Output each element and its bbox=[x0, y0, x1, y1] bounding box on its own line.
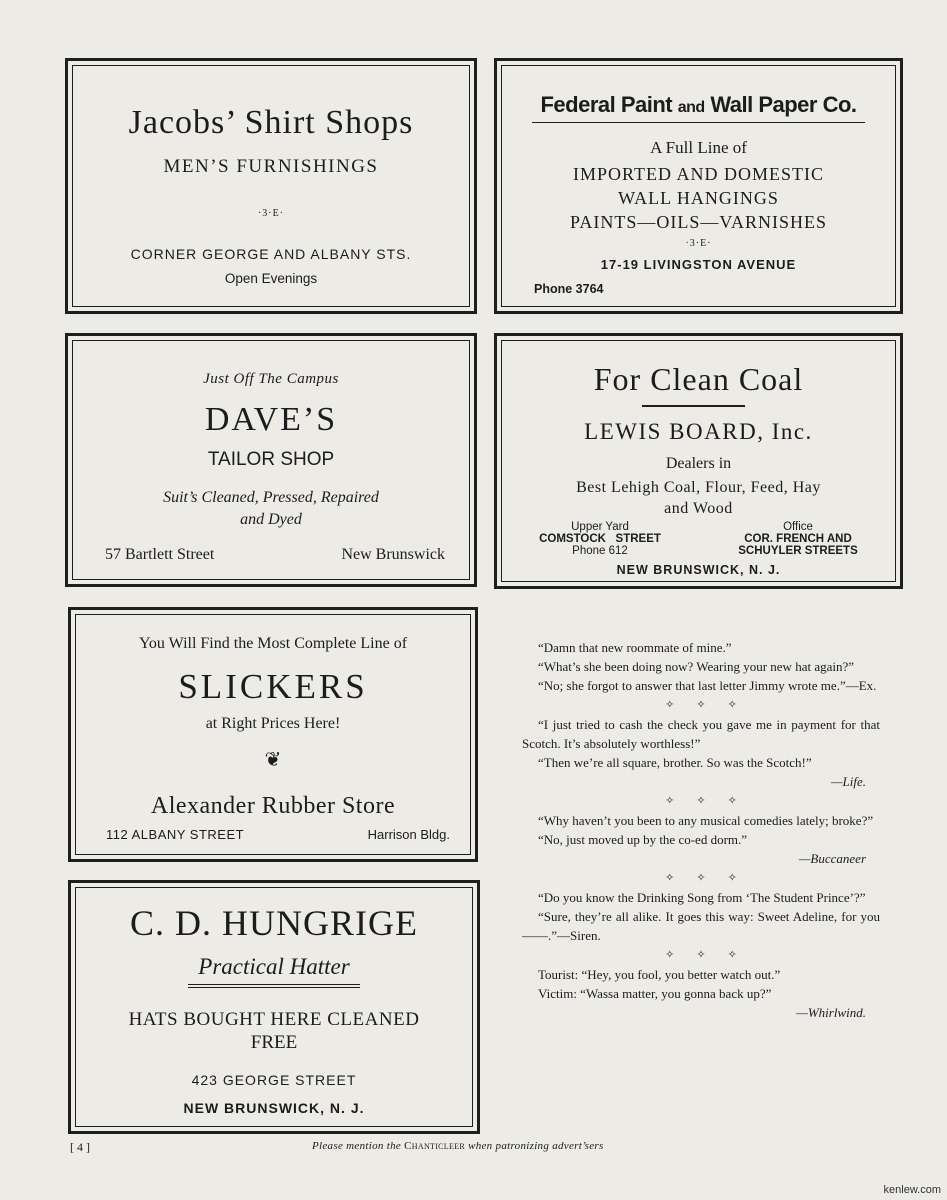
ad-street: 112 ALBANY STREET bbox=[106, 827, 245, 842]
footer-note-c: when patronizing advert’sers bbox=[465, 1140, 604, 1152]
joke-2-line-1: “I just tried to cash the check you gave me in payment for that Scotch. It’s absolutely worthless!” bbox=[522, 717, 880, 751]
joke-2-attribution: —Life. bbox=[830, 774, 866, 789]
ad-daves-tailor-shop bbox=[65, 333, 477, 587]
joke-5-attribution: —Whirlwind. bbox=[796, 1005, 866, 1020]
yard-phone: Phone 612 bbox=[572, 545, 628, 557]
ad-subtitle: Practical Hatter bbox=[198, 954, 350, 979]
ad-tagline: Just Off The Campus bbox=[203, 371, 339, 387]
ad-line-3: WALL HANGINGS bbox=[618, 188, 779, 208]
joke-2-line-2: “Then we’re all square, brother. So was the Scotch!” bbox=[538, 755, 812, 770]
joke-5-line-1: Tourist: “Hey, you fool, you better watch out.” bbox=[538, 967, 781, 982]
office-line-1: COR. FRENCH AND bbox=[744, 533, 852, 545]
watermark: kenlew.com bbox=[883, 1184, 941, 1196]
joke-4-line-2: “Sure, they’re all alike. It goes this way: Sweet Adeline, for you——.”—Siren. bbox=[522, 909, 880, 943]
office-line-2: SCHUYLER STREETS bbox=[738, 545, 858, 557]
ornament: ❦ bbox=[264, 749, 282, 771]
joke-4-line-1: “Do you know the Drinking Song from ‘The Student Prince’?” bbox=[538, 890, 866, 905]
ad-line-1: You Will Find the Most Complete Line of bbox=[138, 635, 408, 652]
footer-magazine-name: Chanticleer bbox=[404, 1140, 466, 1152]
joke-3-line-2: “No, just moved up by the co-ed dorm.” bbox=[538, 832, 748, 847]
divider: ✧✧✧ bbox=[665, 949, 759, 961]
ad-title-part-a: Federal Paint bbox=[540, 92, 678, 117]
footer-note-a: Please mention the bbox=[312, 1140, 405, 1152]
ad-store-name: Alexander Rubber Store bbox=[150, 793, 396, 819]
ad-address: 17-19 LIVINGSTON AVENUE bbox=[600, 257, 797, 272]
ad-title: For Clean Coal bbox=[593, 361, 804, 397]
ad-services-2: and Dyed bbox=[240, 511, 302, 528]
yard-label: Upper Yard bbox=[571, 521, 629, 533]
subtitle-underline-1 bbox=[188, 984, 360, 985]
ad-building: Harrison Bldg. bbox=[367, 827, 450, 842]
divider: ✧✧✧ bbox=[665, 795, 759, 807]
ad-street: 57 Bartlett Street bbox=[105, 546, 215, 563]
ad-line-1: HATS BOUGHT HERE CLEANED bbox=[128, 1009, 420, 1030]
ad-hungrige-hatter bbox=[68, 880, 480, 1134]
joke-3-line-1: “Why haven’t you been to any musical comedies lately; broke?” bbox=[538, 813, 874, 828]
joke-3-attribution: —Buccaneer bbox=[798, 851, 866, 866]
subtitle-underline-2 bbox=[188, 987, 360, 988]
ad-title: Jacobs’ Shirt Shops bbox=[128, 104, 414, 141]
ad-line-1: A Full Line of bbox=[650, 138, 747, 157]
ad-federal-paint bbox=[494, 58, 903, 314]
joke-1-line-3: “No; she forgot to answer that last letter Jimmy wrote me.”—Ex. bbox=[538, 678, 877, 693]
ornament: ·3·E· bbox=[685, 238, 712, 249]
ad-subtitle: MEN’S FURNISHINGS bbox=[163, 156, 379, 177]
page-number: [ 4 ] bbox=[70, 1140, 90, 1154]
office-address bbox=[716, 521, 880, 557]
ad-line-2: IMPORTED AND DOMESTIC bbox=[573, 164, 824, 184]
ad-city: NEW BRUNSWICK, N. J. bbox=[616, 563, 781, 577]
ad-hours: Open Evenings bbox=[224, 271, 318, 286]
footer-note bbox=[312, 1140, 604, 1152]
title-underline bbox=[532, 122, 865, 123]
ad-title-and: and bbox=[677, 99, 705, 116]
ad-subtitle: TAILOR SHOP bbox=[207, 449, 335, 470]
ad-lewis-board-coal bbox=[494, 333, 903, 589]
title-underline bbox=[642, 405, 745, 407]
ad-phone: Phone 3764 bbox=[534, 282, 604, 296]
ad-services-1: Suit’s Cleaned, Pressed, Repaired bbox=[163, 489, 379, 506]
ornament: ·3·E· bbox=[257, 208, 285, 219]
yard-street: COMSTOCK STREET bbox=[539, 533, 661, 545]
ad-jacobs-shirt-shops bbox=[65, 58, 477, 314]
divider: ✧✧✧ bbox=[665, 872, 759, 884]
yard-address bbox=[530, 521, 670, 557]
divider: ✧✧✧ bbox=[665, 699, 759, 711]
ad-line-4: PAINTS—OILS—VARNISHES bbox=[569, 212, 828, 232]
ad-street: 423 GEORGE STREET bbox=[191, 1072, 357, 1088]
ad-line-1: Dealers in bbox=[665, 455, 732, 472]
ad-company: LEWIS BOARD, Inc. bbox=[584, 419, 813, 444]
joke-1-line-2: “What’s she been doing now? Wearing your new hat again?” bbox=[538, 659, 855, 674]
ad-line-2: at Right Prices Here! bbox=[205, 715, 341, 732]
office-label: Office bbox=[783, 521, 813, 533]
ad-alexander-rubber-store bbox=[68, 607, 478, 862]
ad-title: SLICKERS bbox=[178, 667, 368, 706]
ad-line-3: and Wood bbox=[664, 500, 733, 517]
ad-line-2: Best Lehigh Coal, Flour, Feed, Hay bbox=[576, 479, 821, 496]
ad-title bbox=[502, 92, 895, 118]
joke-1-line-1: “Damn that new roommate of mine.” bbox=[538, 640, 732, 655]
ad-city: NEW BRUNSWICK, N. J. bbox=[183, 1100, 365, 1116]
joke-5-line-2: Victim: “Wassa matter, you gonna back up?” bbox=[538, 986, 772, 1001]
ad-title-part-b: Wall Paper Co. bbox=[704, 92, 857, 117]
ad-title: DAVE’S bbox=[204, 401, 338, 438]
ad-city: New Brunswick bbox=[341, 546, 445, 563]
ad-address: CORNER GEORGE AND ALBANY STS. bbox=[130, 246, 412, 262]
ad-title: C. D. HUNGRIGE bbox=[130, 903, 418, 943]
ad-line-2: FREE bbox=[250, 1032, 298, 1053]
humor-column bbox=[522, 638, 880, 1022]
